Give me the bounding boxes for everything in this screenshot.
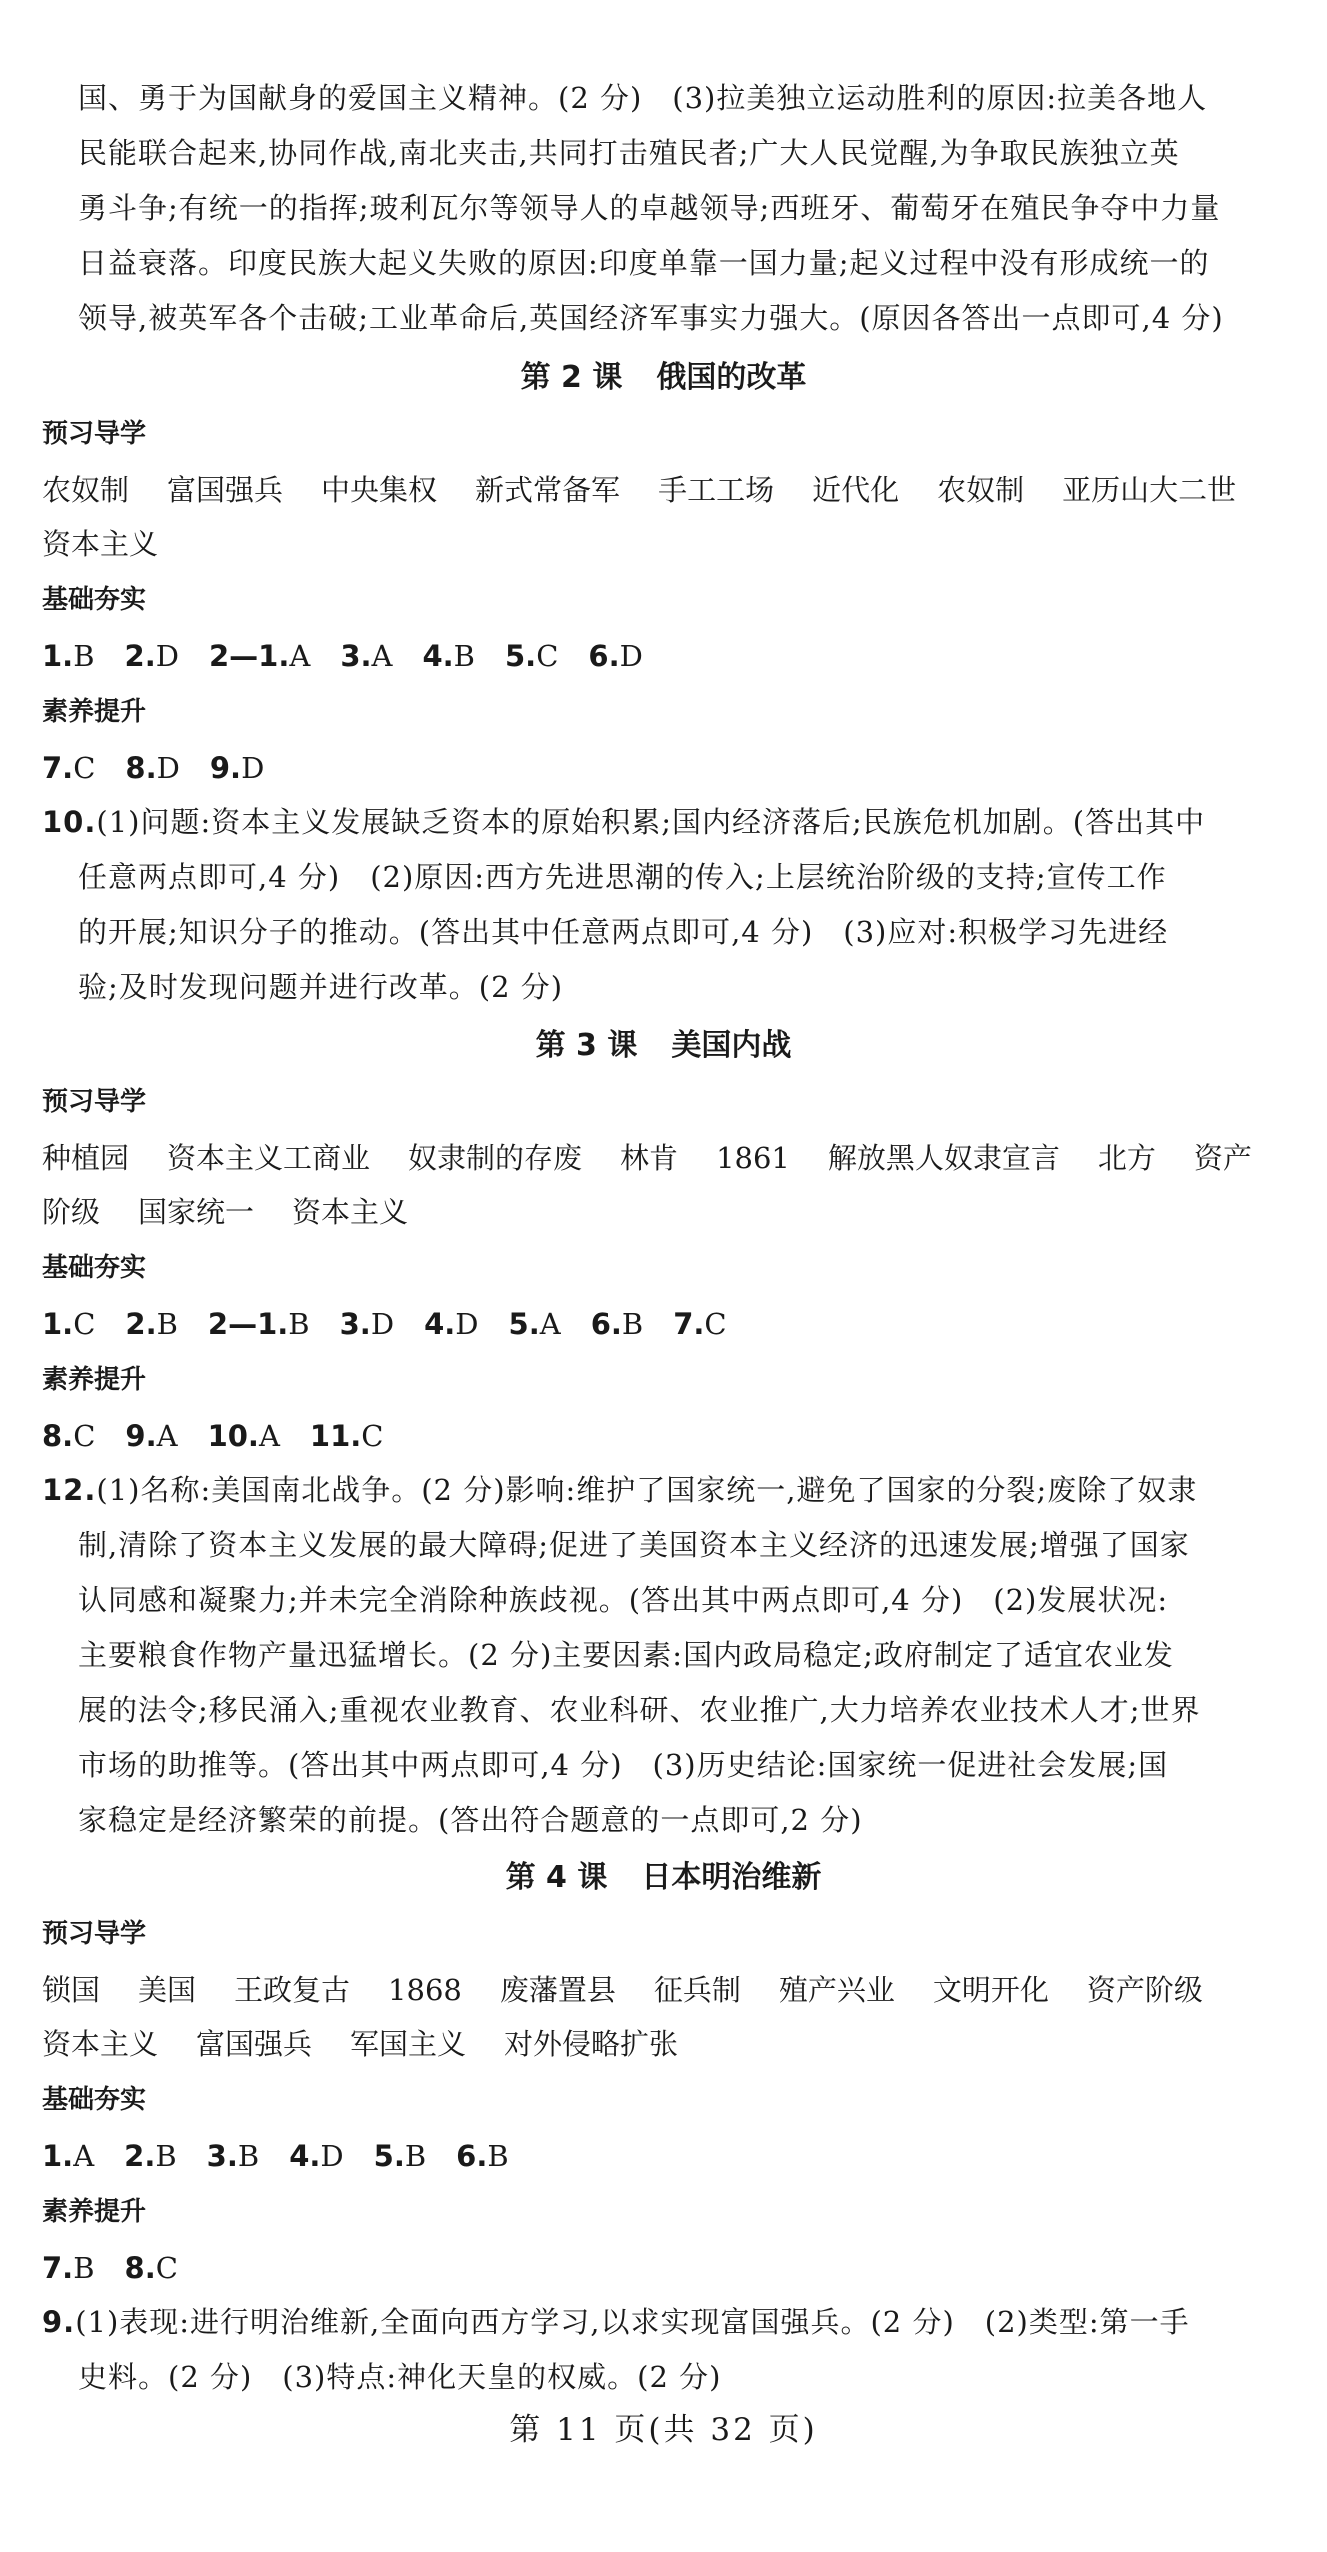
- answer-item: 9.A: [125, 1419, 178, 1453]
- lesson-3-heading: [0, 1024, 1327, 1068]
- lesson-3-q12-line-4: 主要粮食作物产量迅猛增长。(2 分)主要因素:国内政局稳定;政府制定了适宜农业发: [78, 1638, 1174, 1672]
- lesson-2-q10-line-2: 任意两点即可,4 分) (2)原因:西方先进思潮的传入;上层统治阶级的支持;宣传工作: [78, 860, 1167, 894]
- lesson-3-q12-line-1: [42, 1470, 1197, 1510]
- keyword: 资产: [1193, 1141, 1252, 1175]
- answer-item: 2—1.A: [208, 639, 311, 673]
- keyword: 王政复古: [234, 1973, 351, 2007]
- keyword: 亚历山大二世: [1062, 473, 1237, 507]
- intro-line-4: 日益衰落。印度民族大起义失败的原因:印度单靠一国力量;起义过程中没有形成统一的: [78, 246, 1210, 280]
- keyword: 近代化: [812, 473, 900, 507]
- lesson-4-improve-answers: [42, 2248, 208, 2288]
- answer-item: 5.C: [504, 639, 559, 673]
- keyword: 1861: [716, 1141, 790, 1175]
- keyword: 美国: [138, 1973, 197, 2007]
- lesson-4-basic-label: 基础夯实: [42, 2085, 147, 2115]
- question-text: (1)名称:美国南北战争。(2 分)影响:维护了国家统一,避免了国家的分裂;废除了奴隶: [96, 1473, 1198, 1507]
- lesson-4-heading: [0, 1856, 1327, 1900]
- lesson-3-q12-line-3: 认同感和凝聚力;并未完全消除种族歧视。(答出其中两点即可,4 分) (2)发展状况:: [78, 1583, 1169, 1617]
- keyword: 文明开化: [932, 1973, 1049, 2007]
- answer-item: 3.D: [339, 1307, 395, 1341]
- answer-item: 3.A: [340, 639, 393, 673]
- lesson-3-improve-answers: [42, 1416, 413, 1456]
- keyword: 资本主义: [292, 1195, 409, 1229]
- lesson-2-number: 第 2 课: [520, 360, 623, 395]
- lesson-2-preview-row-1: [42, 470, 1274, 510]
- lesson-4-number: 第 4 课: [505, 1860, 608, 1895]
- lesson-2-q10-line-4: 验;及时发现问题并进行改革。(2 分): [78, 970, 564, 1004]
- lesson-3-q12-line-6: 市场的助推等。(答出其中两点即可,4 分) (3)历史结论:国家统一促进社会发展;国: [78, 1748, 1169, 1782]
- keyword: 农奴制: [937, 473, 1025, 507]
- answer-item: 4.B: [422, 639, 475, 673]
- lesson-4-basic-answers: [42, 2136, 539, 2176]
- keyword: 解放黑人奴隶宣言: [827, 1141, 1060, 1175]
- intro-line-3: 勇斗争;有统一的指挥;玻利瓦尔等领导人的卓越领导;西班牙、葡萄牙在殖民争夺中力量: [78, 191, 1221, 225]
- keyword: 北方: [1097, 1141, 1156, 1175]
- answer-item: 9.D: [209, 751, 265, 785]
- lesson-2-heading: [0, 356, 1327, 400]
- answer-item: 11.C: [309, 1419, 384, 1453]
- page-number-footer: 第 11 页(共 32 页): [509, 2412, 818, 2448]
- answer-item: 1.B: [42, 639, 95, 673]
- lesson-3-improve-label: 素养提升: [42, 1365, 147, 1395]
- lesson-3-preview-label: 预习导学: [42, 1087, 147, 1117]
- lesson-2-title: 俄国的改革: [656, 360, 807, 395]
- question-text: (1)问题:资本主义发展缺乏资本的原始积累;国内经济落后;民族危机加剧。(答出其中: [96, 805, 1206, 839]
- keyword: 资本主义: [42, 2027, 159, 2061]
- answer-item: 1.C: [42, 1307, 96, 1341]
- keyword: 新式常备军: [475, 473, 621, 507]
- keyword: 林肯: [620, 1141, 679, 1175]
- answer-item: 8.C: [42, 1419, 96, 1453]
- lesson-3-q12-line-7: 家稳定是经济繁荣的前提。(答出符合题意的一点即可,2 分): [78, 1803, 863, 1837]
- keyword: 军国主义: [350, 2027, 467, 2061]
- keyword: 农奴制: [42, 473, 130, 507]
- answer-item: 2.B: [124, 2139, 177, 2173]
- lesson-3-q12-line-2: 制,清除了资本主义发展的最大障碍;促进了美国资本主义经济的迅速发展;增强了国家: [78, 1528, 1190, 1562]
- keyword: 阶级: [42, 1195, 101, 1229]
- answer-item: 2.B: [125, 1307, 178, 1341]
- lesson-4-preview-label: 预习导学: [42, 1919, 147, 1949]
- intro-line-1: 国、勇于为国献身的爱国主义精神。(2 分) (3)拉美独立运动胜利的原因:拉美各地人: [78, 81, 1208, 115]
- lesson-3-preview-row-2: [42, 1192, 446, 1232]
- answer-item: 3.B: [206, 2139, 260, 2173]
- lesson-2-improve-answers: [42, 748, 294, 788]
- keyword: 富国强兵: [167, 473, 284, 507]
- answer-item: 5.B: [373, 2139, 427, 2173]
- lesson-2-preview-row-2: [42, 524, 196, 564]
- answer-item: 7.C: [673, 1307, 727, 1341]
- keyword: 种植园: [42, 1141, 130, 1175]
- lesson-3-preview-row-1: [42, 1138, 1290, 1178]
- answer-item: 4.D: [424, 1307, 479, 1341]
- keyword: 富国强兵: [196, 2027, 313, 2061]
- answer-item: 6.B: [590, 1307, 644, 1341]
- question-number: 9.: [42, 2305, 76, 2339]
- lesson-4-improve-label: 素养提升: [42, 2197, 147, 2227]
- answer-item: 7.C: [42, 751, 96, 785]
- answer-item: 6.D: [588, 639, 643, 673]
- lesson-4-q9-line-1: [42, 2302, 1190, 2342]
- question-text: (1)表现:进行明治维新,全面向西方学习,以求实现富国强兵。(2 分) (2)类型:第一手: [75, 2305, 1190, 2339]
- intro-line-2: 民能联合起来,协同作战,南北夹击,共同打击殖民者;广大人民觉醒,为争取民族独立英: [78, 136, 1180, 170]
- question-number: 12.: [42, 1473, 97, 1507]
- lesson-4-title: 日本明治维新: [641, 1860, 822, 1895]
- lesson-4-q9-line-2: 史料。(2 分) (3)特点:神化天皇的权威。(2 分): [78, 2360, 722, 2394]
- intro-line-5: 领导,被英军各个击破;工业革命后,英国经济军事实力强大。(原因各答出一点即可,4 分): [78, 301, 1224, 335]
- lesson-3-title: 美国内战: [671, 1028, 792, 1063]
- lesson-4-preview-row-1: [42, 1970, 1241, 2010]
- lesson-4-preview-row-2: [42, 2024, 716, 2064]
- keyword: 资本主义工商业: [167, 1141, 371, 1175]
- keyword: 国家统一: [138, 1195, 255, 1229]
- answer-item: 7.B: [42, 2251, 95, 2285]
- lesson-2-basic-label: 基础夯实: [42, 585, 147, 615]
- answer-item: 8.C: [124, 2251, 178, 2285]
- lesson-3-basic-label: 基础夯实: [42, 1253, 147, 1283]
- keyword: 手工工场: [658, 473, 775, 507]
- keyword: 奴隶制的存废: [408, 1141, 583, 1175]
- lesson-3-number: 第 3 课: [535, 1028, 638, 1063]
- answer-item: 1.A: [42, 2139, 95, 2173]
- answer-item: 2—1.B: [207, 1307, 310, 1341]
- keyword: 1868: [388, 1973, 462, 2007]
- lesson-2-basic-answers: [42, 636, 673, 676]
- keyword: 中央集权: [321, 473, 438, 507]
- answer-item: 8.D: [125, 751, 180, 785]
- keyword: 资本主义: [42, 527, 159, 561]
- answer-item: 6.B: [456, 2139, 509, 2173]
- answer-item: 5.A: [508, 1307, 561, 1341]
- lesson-2-preview-label: 预习导学: [42, 419, 147, 449]
- lesson-3-q12-line-5: 展的法令;移民涌入;重视农业教育、农业科研、农业推广,大力培养农业技术人才;世界: [78, 1693, 1201, 1727]
- answer-item: 4.D: [289, 2139, 344, 2173]
- keyword: 殖产兴业: [778, 1973, 895, 2007]
- keyword: 资产阶级: [1086, 1973, 1203, 2007]
- keyword: 废藩置县: [499, 1973, 616, 2007]
- lesson-2-q10-line-1: [42, 802, 1205, 842]
- keyword: 征兵制: [653, 1973, 741, 2007]
- keyword: 锁国: [42, 1973, 101, 2007]
- lesson-2-improve-label: 素养提升: [42, 697, 147, 727]
- question-number: 10.: [42, 805, 97, 839]
- keyword: 对外侵略扩张: [504, 2027, 679, 2061]
- answer-item: 2.D: [124, 639, 179, 673]
- answer-item: 10.A: [207, 1419, 280, 1453]
- lesson-2-q10-line-3: 的开展;知识分子的推动。(答出其中任意两点即可,4 分) (3)应对:积极学习先进经: [78, 915, 1169, 949]
- lesson-3-basic-answers: [42, 1304, 757, 1344]
